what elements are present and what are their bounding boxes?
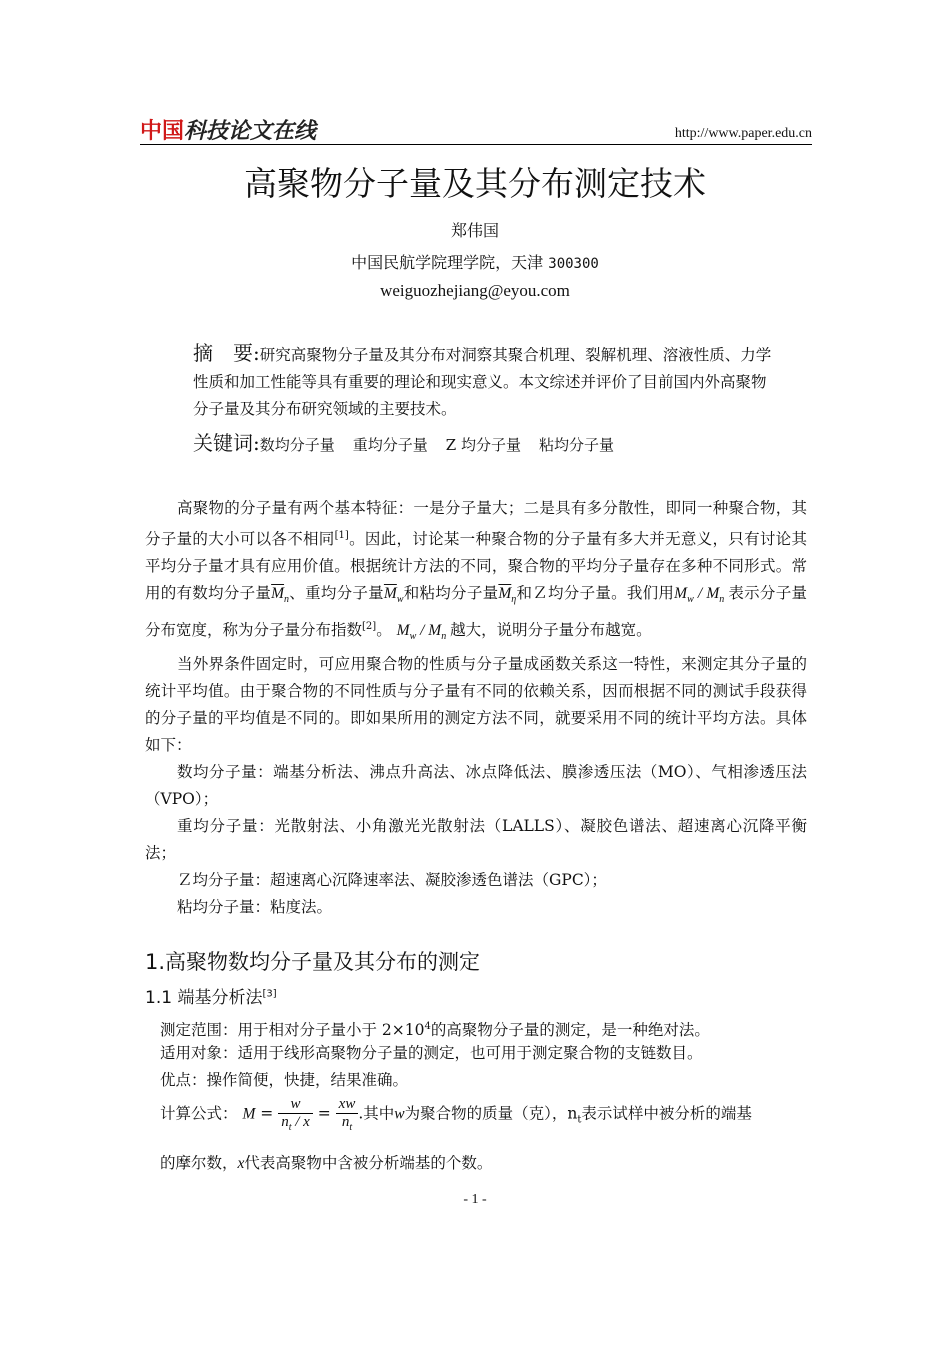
intro-paragraph-1: [145, 495, 807, 651]
method-z-average: Ｚ均分子量：超速离心沉降速率法、凝胶渗透色谱法（GPC）；: [177, 870, 607, 889]
text-run: 表示分子量分布宽度，称为分子量分布指数: [145, 584, 807, 640]
math-ratio: $M_w / M_n$: [396, 622, 447, 643]
fraction-2: $\frac{xw}{n_t}$: [336, 1096, 359, 1133]
math-m: M: [242, 1105, 256, 1123]
text-run: 越大，说明分子量分布越宽。: [450, 621, 652, 640]
math-mn: $\overline{M}$: [271, 585, 285, 603]
text-run: 、重均分子量: [289, 584, 384, 603]
text-run: .其中: [358, 1104, 395, 1123]
abstract: [193, 340, 773, 423]
text-run: 和粘均分子量: [403, 584, 499, 603]
formula-explanation: [160, 1150, 810, 1177]
affiliation: [0, 250, 950, 273]
math-sub: n: [284, 594, 290, 606]
method-number-average: 数均分子量：端基分析法、沸点升高法、冰点降低法、膜渗透压法（MO）、气相渗透压法（VPO）；: [145, 762, 807, 808]
header-url[interactable]: http://www.paper.edu.cn: [674, 126, 812, 141]
text-run: 高聚物的分子量有两个基本特征：一是分子量大；二是具有多分散性，即同一种聚合物，其分子量的大小可以各不相同: [145, 499, 807, 549]
citation: [2]: [362, 621, 377, 633]
fraction-1: $\frac{w}{n_t / x}$: [278, 1096, 313, 1133]
page-header: [140, 112, 812, 145]
formula-label: 计算公式：: [160, 1104, 238, 1123]
keyword: 重均分子量: [352, 436, 428, 454]
keywords: [193, 430, 773, 459]
text-run: 测定范围：用于相对分子量小于 2×10: [160, 1021, 425, 1040]
keywords-label: 关键词:: [193, 431, 260, 455]
author-email[interactable]: weiguozhejiang@eyou.com: [380, 281, 570, 300]
text-run: 表示试样中被分析的端基: [581, 1104, 752, 1123]
text-run: 。因此，讨论某一种聚合物的分子量有多大并无意义，只有讨论其平均分子量才具有应用价值。根据统计方法的不同，聚合物的平均分子量存在多种不同形式。常用的有数均分子量: [145, 530, 807, 603]
logo-red-text: 中国: [140, 119, 185, 144]
text-run: 代表高聚物中含被分析端基的个数。: [244, 1154, 493, 1172]
section-heading-1: 1.高聚物数均分子量及其分布的测定: [145, 950, 481, 974]
applicable-object: 适用对象：适用于线形高聚物分子量的测定，也可用于测定聚合物的支链数目。: [160, 1044, 703, 1062]
text-run: 的高聚物分子量的测定，是一种绝对法。: [430, 1021, 710, 1040]
abstract-text: 研究高聚物分子量及其分布对洞察其聚合机理、裂解机理、溶液性质、力学性质和加工性能等具有重要的理论和现实意义。本文综述并评价了目前国内外高聚物分子量及其分布研究领域的主要技术。: [193, 346, 772, 418]
keyword: 粘均分子量: [538, 436, 614, 454]
text-run: 为聚合物的质量（克），n: [404, 1104, 578, 1123]
formula-row: 计算公式： M = $\frac{w}{n_t / x}$ = $\frac{xw}{n_t}$ .其中w为聚合物的质量（克），$n_t$表示试样中被分析的端基: [160, 1096, 752, 1133]
zipcode: 300300: [548, 256, 599, 272]
advantage: 优点：操作简便，快捷，结果准确。: [160, 1071, 409, 1089]
method-weight-average: 重均分子量：光散射法、小角激光光散射法（LALLS）、凝胶色谱法、超速离心沉降平衡法；: [145, 816, 807, 862]
keyword: Z 均分子量: [445, 436, 521, 454]
math-w: w: [394, 1105, 405, 1123]
journal-logo: [140, 114, 316, 145]
citation: [1]: [334, 530, 349, 541]
logo-dark-text: 科技论文在线: [184, 119, 317, 144]
keyword: 数均分子量: [259, 436, 335, 454]
text-run: 和Ｚ均分子量。我们用: [516, 584, 675, 603]
exponent: 4: [424, 1021, 431, 1032]
intro-paragraph-2: 当外界条件固定时，可应用聚合物的性质与分子量成函数关系这一特性，来测定其分子量的统计平均值。由于聚合物的不同性质与分子量有不同的依赖关系，因而根据不同的测试手段获得的分子量的平均值是不同的。即如果所用的测定方法不同，就要采用不同的统计平均方法。具体如下：: [145, 654, 807, 754]
subsection-title: 1.1 端基分析法: [145, 988, 263, 1008]
citation: [3]: [262, 988, 277, 1000]
affiliation-text: 中国民航学院理学院，天津: [351, 253, 544, 272]
paper-title: 高聚物分子量及其分布测定技术: [244, 164, 706, 203]
math-x: x: [237, 1155, 245, 1172]
method-viscosity-average: 粘均分子量：粘度法。: [177, 897, 333, 916]
math-sub: η: [511, 594, 517, 606]
page-number: - 1 -: [463, 1192, 487, 1207]
text-run: 的摩尔数，: [160, 1154, 238, 1172]
math-sub: w: [396, 594, 404, 606]
math-sub: t: [577, 1114, 582, 1126]
subsection-heading-1-1: [145, 983, 277, 1008]
math-ratio: $M_w / M_n$: [674, 585, 725, 606]
math-mw: $\overline{M}$: [383, 585, 397, 603]
abstract-label: 摘 要:: [193, 341, 260, 365]
text-run: 。: [376, 621, 392, 640]
author-name: 郑伟国: [450, 221, 499, 240]
intro-body: [145, 495, 807, 921]
math-meta: $\overline{M}$: [498, 585, 512, 603]
